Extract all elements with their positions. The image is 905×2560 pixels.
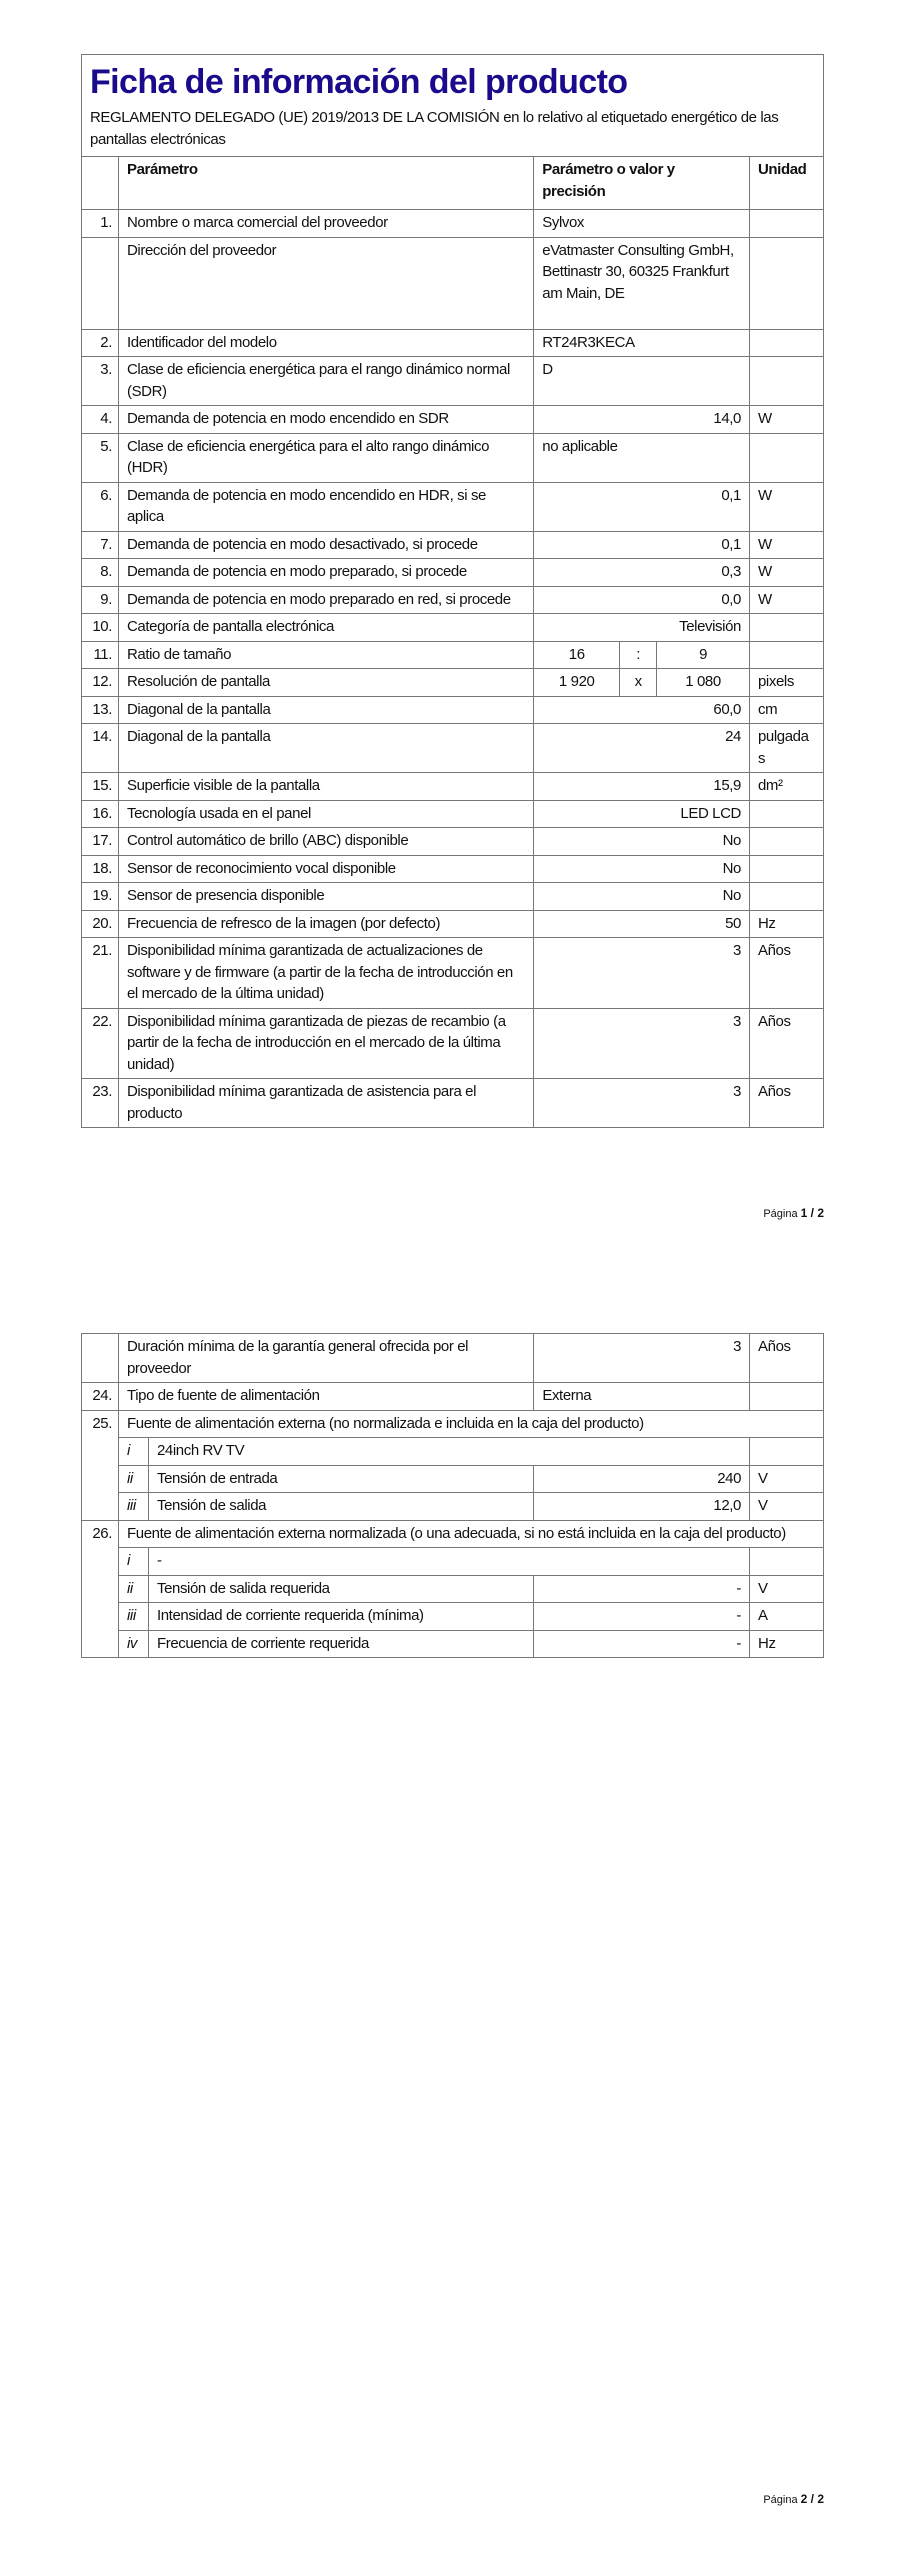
- row-number: 7.: [82, 531, 119, 559]
- sub-unit: V: [750, 1493, 824, 1521]
- row-value: Sylvox: [534, 210, 750, 238]
- row-number: 11.: [82, 641, 119, 669]
- row-unit: [750, 1383, 824, 1411]
- row-unit: W: [749, 586, 823, 614]
- table-row: [82, 910, 824, 938]
- sub-value: -: [534, 1630, 750, 1658]
- row-number: 23.: [82, 1079, 119, 1128]
- row-number: 19.: [82, 883, 119, 911]
- row-value: no aplicable: [534, 433, 750, 482]
- page-number: 2 / 2: [800, 2492, 824, 2506]
- row-unit: W: [749, 531, 823, 559]
- row-value: 3: [534, 1079, 750, 1128]
- sub-label: Tensión de salida requerida: [148, 1575, 533, 1603]
- table-row: [82, 1008, 824, 1079]
- table-row: [82, 828, 824, 856]
- table-row: [82, 773, 824, 801]
- row-unit: W: [749, 559, 823, 587]
- row-number: 9.: [82, 586, 119, 614]
- row-label: Demanda de potencia en modo desactivado, si procede: [118, 531, 533, 559]
- row-label: Demanda de potencia en modo encendido en SDR: [118, 406, 533, 434]
- sub-index: iii: [118, 1603, 148, 1631]
- row-label: Identificador del modelo: [118, 329, 533, 357]
- sub-row: [82, 1575, 824, 1603]
- page-footer-2: [763, 2492, 824, 2506]
- table-row: [82, 1079, 824, 1128]
- row-label: Superficie visible de la pantalla: [118, 773, 533, 801]
- regulation-subtitle: REGLAMENTO DELEGADO (UE) 2019/2013 DE LA COMISIÓN en lo relativo al etiquetado energético de las pantallas electrónicas: [90, 109, 779, 148]
- row-number: 5.: [82, 433, 119, 482]
- table-row: [82, 641, 824, 669]
- table-row: [82, 883, 824, 911]
- sub-unit: A: [750, 1603, 824, 1631]
- sub-index: i: [118, 1548, 148, 1576]
- sub-row: [82, 1465, 824, 1493]
- row-value: 24: [534, 724, 750, 773]
- sub-row: [82, 1493, 824, 1521]
- sub-label: Tensión de entrada: [148, 1465, 533, 1493]
- row-label: Disponibilidad mínima garantizada de actualizaciones de software y de firmware (a partir de la fecha de introducción en el mercado de la última unidad): [118, 938, 533, 1009]
- row-label: Sensor de reconocimiento vocal disponible: [118, 855, 533, 883]
- row-unit: pulgadas: [749, 724, 823, 773]
- row-unit: Años: [750, 1334, 824, 1383]
- table-row: [82, 1334, 824, 1383]
- row-value: D: [534, 357, 750, 406]
- page-label: Página: [763, 1208, 798, 1220]
- table-row: [82, 696, 824, 724]
- row-unit: [749, 433, 823, 482]
- group-label: Fuente de alimentación externa normalizada (o una adecuada, si no está incluida en la caja del producto): [118, 1520, 823, 1548]
- row-number: 16.: [82, 800, 119, 828]
- row-unit: pixels: [749, 669, 823, 697]
- header-parameter: Parámetro: [118, 157, 533, 210]
- row-value: 0,0: [534, 586, 750, 614]
- row-label: Diagonal de la pantalla: [118, 724, 533, 773]
- row-number: 3.: [82, 357, 119, 406]
- row-label: Categoría de pantalla electrónica: [118, 614, 533, 642]
- row-label: Duración mínima de la garantía general ofrecida por el proveedor: [118, 1334, 533, 1383]
- page-number: 1 / 2: [800, 1206, 824, 1220]
- row-unit: [749, 329, 823, 357]
- row-label: Ratio de tamaño: [118, 641, 533, 669]
- row-unit: [749, 237, 823, 329]
- title-block: [82, 55, 824, 157]
- row-label: Frecuencia de refresco de la imagen (por defecto): [118, 910, 533, 938]
- row-label: Clase de eficiencia energética para el alto rango dinámico (HDR): [118, 433, 533, 482]
- header-value: Parámetro o valor y precisión: [534, 157, 750, 210]
- sub-unit: V: [750, 1465, 824, 1493]
- row-unit: [749, 641, 823, 669]
- row-number: 1.: [82, 210, 119, 238]
- product-info-table-page-1: [81, 54, 824, 1128]
- table-row: [82, 531, 824, 559]
- table-row: [82, 559, 824, 587]
- row-value: No: [534, 828, 750, 856]
- row-number: 18.: [82, 855, 119, 883]
- product-info-table-page-2: [81, 1333, 824, 1658]
- row-label: Demanda de potencia en modo preparado en red, si procede: [118, 586, 533, 614]
- table-row: [82, 210, 824, 238]
- sub-index: ii: [118, 1575, 148, 1603]
- table-row: [82, 1383, 824, 1411]
- sub-index: iii: [118, 1493, 148, 1521]
- row-value: 3: [534, 938, 750, 1009]
- resolution-height: 1 080: [657, 669, 750, 697]
- ratio-height: 9: [657, 641, 750, 669]
- table-row: [82, 800, 824, 828]
- row-unit: W: [749, 482, 823, 531]
- row-number: 25.: [82, 1410, 119, 1520]
- sub-index: iv: [118, 1630, 148, 1658]
- row-label: Sensor de presencia disponible: [118, 883, 533, 911]
- sub-label: -: [148, 1548, 749, 1576]
- row-number: 2.: [82, 329, 119, 357]
- sub-row: [82, 1630, 824, 1658]
- resolution-width: 1 920: [534, 669, 620, 697]
- row-label: Tecnología usada en el panel: [118, 800, 533, 828]
- row-number: 26.: [82, 1520, 119, 1658]
- sub-value: 12,0: [534, 1493, 750, 1521]
- table-row: [82, 938, 824, 1009]
- row-value: No: [534, 855, 750, 883]
- header-unit: Unidad: [749, 157, 823, 210]
- row-number: 22.: [82, 1008, 119, 1079]
- page-title: Ficha de información del producto: [90, 63, 628, 101]
- table-header: [82, 157, 824, 210]
- row-value: LED LCD: [534, 800, 750, 828]
- sub-index: ii: [118, 1465, 148, 1493]
- row-unit: cm: [749, 696, 823, 724]
- row-label: Clase de eficiencia energética para el rango dinámico normal (SDR): [118, 357, 533, 406]
- row-unit: [749, 614, 823, 642]
- sub-label: Intensidad de corriente requerida (mínima): [148, 1603, 533, 1631]
- row-label: Disponibilidad mínima garantizada de asistencia para el producto: [118, 1079, 533, 1128]
- table-row: [82, 357, 824, 406]
- row-value: 0,3: [534, 559, 750, 587]
- table-row: [82, 586, 824, 614]
- table-row: [82, 855, 824, 883]
- sub-value: -: [534, 1575, 750, 1603]
- row-number: 10.: [82, 614, 119, 642]
- table-row: [82, 724, 824, 773]
- row-unit: [749, 800, 823, 828]
- row-unit: dm²: [749, 773, 823, 801]
- sub-value: -: [534, 1603, 750, 1631]
- row-unit: W: [749, 406, 823, 434]
- resolution-separator: x: [620, 669, 657, 697]
- row-label: Resolución de pantalla: [118, 669, 533, 697]
- sub-label: Tensión de salida: [148, 1493, 533, 1521]
- row-unit: [749, 828, 823, 856]
- row-value: 15,9: [534, 773, 750, 801]
- row-number: 21.: [82, 938, 119, 1009]
- table-row: [82, 237, 824, 329]
- row-number: 4.: [82, 406, 119, 434]
- row-number: 12.: [82, 669, 119, 697]
- row-label: Demanda de potencia en modo preparado, si procede: [118, 559, 533, 587]
- sub-unit: V: [750, 1575, 824, 1603]
- row-number: 8.: [82, 559, 119, 587]
- row-label: Diagonal de la pantalla: [118, 696, 533, 724]
- page-label: Página: [763, 2494, 798, 2506]
- row-number: [82, 1334, 119, 1383]
- row-value: 50: [534, 910, 750, 938]
- table-row: [82, 433, 824, 482]
- row-unit: Años: [749, 1008, 823, 1079]
- table-row: [82, 329, 824, 357]
- row-number: [82, 237, 119, 329]
- row-label: Demanda de potencia en modo encendido en HDR, si se aplica: [118, 482, 533, 531]
- sub-label: 24inch RV TV: [148, 1438, 749, 1466]
- row-label: Dirección del proveedor: [118, 237, 533, 329]
- sub-row: [82, 1438, 824, 1466]
- row-number: 13.: [82, 696, 119, 724]
- row-unit: Hz: [749, 910, 823, 938]
- table-row: [82, 406, 824, 434]
- row-value: Externa: [534, 1383, 750, 1411]
- sub-unit: [750, 1548, 824, 1576]
- table-row: [82, 482, 824, 531]
- row-unit: Años: [749, 1079, 823, 1128]
- row-unit: [749, 210, 823, 238]
- row-value: 3: [534, 1008, 750, 1079]
- row-unit: [749, 883, 823, 911]
- row-number: 14.: [82, 724, 119, 773]
- sub-label: Frecuencia de corriente requerida: [148, 1630, 533, 1658]
- row-value: 0,1: [534, 531, 750, 559]
- row-number: 6.: [82, 482, 119, 531]
- sub-index: i: [118, 1438, 148, 1466]
- row-number: 20.: [82, 910, 119, 938]
- row-value: No: [534, 883, 750, 911]
- page-footer-1: [763, 1206, 824, 1220]
- sub-row: [82, 1548, 824, 1576]
- row-value: 60,0: [534, 696, 750, 724]
- row-unit: Años: [749, 938, 823, 1009]
- row-number: 15.: [82, 773, 119, 801]
- sub-unit: [750, 1438, 824, 1466]
- row-value: RT24R3KECA: [534, 329, 750, 357]
- table-row-group-header: [82, 1410, 824, 1438]
- table-row-group-header: [82, 1520, 824, 1548]
- row-value: eVatmaster Consulting GmbH, Bettinastr 30, 60325 Frankfurt am Main, DE: [534, 237, 750, 329]
- row-label: Tipo de fuente de alimentación: [118, 1383, 533, 1411]
- row-unit: [749, 855, 823, 883]
- row-value: 14,0: [534, 406, 750, 434]
- ratio-separator: :: [620, 641, 657, 669]
- row-value: 3: [534, 1334, 750, 1383]
- ratio-width: 16: [534, 641, 620, 669]
- sub-row: [82, 1603, 824, 1631]
- row-value: Televisión: [534, 614, 750, 642]
- sub-value: 240: [534, 1465, 750, 1493]
- row-number: 24.: [82, 1383, 119, 1411]
- row-value: 0,1: [534, 482, 750, 531]
- row-label: Control automático de brillo (ABC) disponible: [118, 828, 533, 856]
- table-row: [82, 669, 824, 697]
- row-label: Disponibilidad mínima garantizada de piezas de recambio (a partir de la fecha de introducción en el mercado de la última unidad): [118, 1008, 533, 1079]
- group-label: Fuente de alimentación externa (no normalizada e incluida en la caja del producto): [118, 1410, 823, 1438]
- row-number: 17.: [82, 828, 119, 856]
- row-unit: [749, 357, 823, 406]
- sub-unit: Hz: [750, 1630, 824, 1658]
- row-label: Nombre o marca comercial del proveedor: [118, 210, 533, 238]
- table-row: [82, 614, 824, 642]
